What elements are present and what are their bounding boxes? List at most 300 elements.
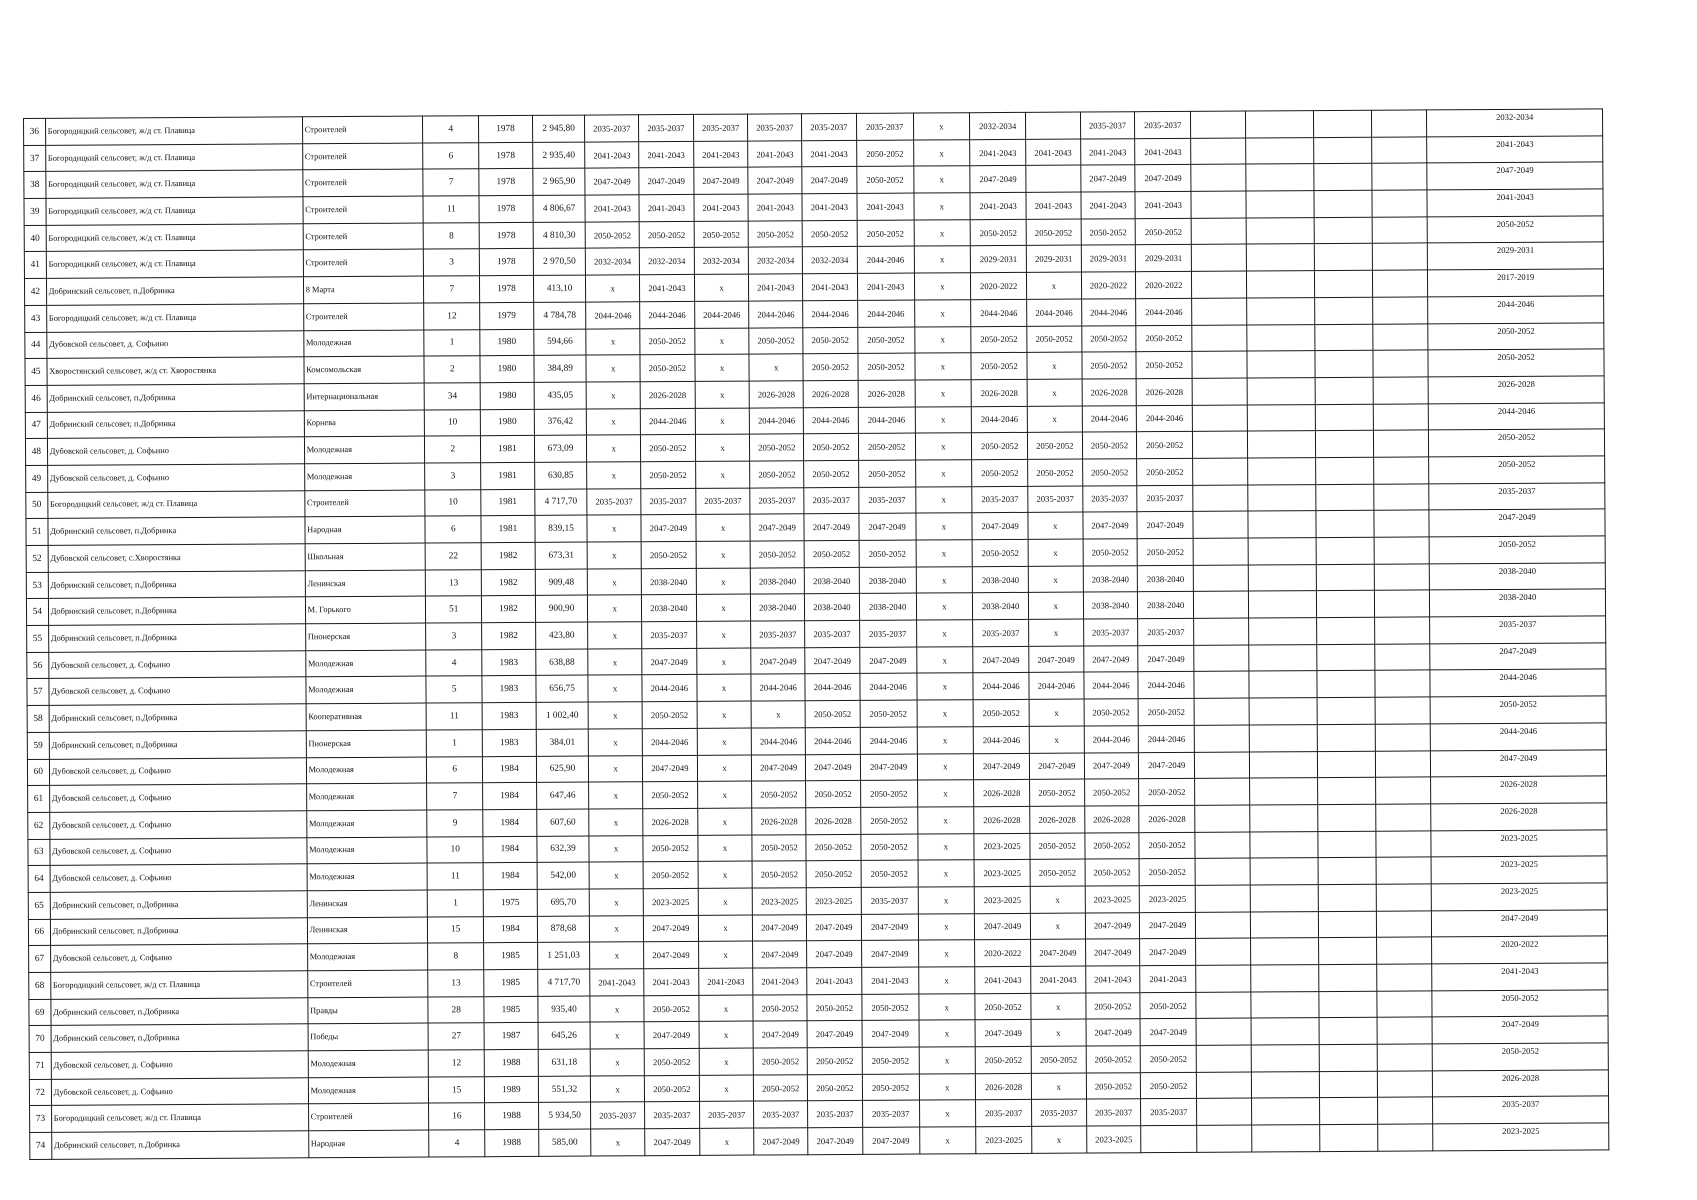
cell-period-col-1: x bbox=[589, 755, 643, 782]
cell-period-col-4: 2047-2049 bbox=[753, 1021, 807, 1048]
cell-period-col-2: 2050-2052 bbox=[644, 1048, 699, 1075]
cell-period-col-10: 2047-2049 bbox=[1083, 645, 1138, 672]
cell-extra-col-3 bbox=[1313, 110, 1371, 137]
cell-extra-col-4 bbox=[1376, 857, 1432, 884]
cell-row-number: 52 bbox=[26, 545, 48, 572]
cell-period-col-1: x bbox=[590, 915, 644, 942]
cell-final-period: 2044-2046 bbox=[1431, 723, 1607, 751]
cell-period-col-5: 2050-2052 bbox=[804, 540, 859, 567]
cell-extra-col-1 bbox=[1192, 325, 1247, 352]
cell-period-col-11: 2026-2028 bbox=[1136, 378, 1192, 405]
cell-period-col-3: x bbox=[695, 328, 750, 355]
cell-period-col-3: 2032-2034 bbox=[694, 248, 749, 275]
cell-area: 5 934,50 bbox=[538, 1102, 591, 1129]
cell-period-col-7: x bbox=[913, 193, 970, 220]
cell-row-number: 59 bbox=[27, 732, 49, 759]
cell-area: 413,10 bbox=[533, 275, 586, 302]
cell-period-col-4: 2050-2052 bbox=[749, 327, 803, 354]
cell-period-col-3: x bbox=[698, 861, 753, 888]
cell-house-number: 4 bbox=[426, 649, 482, 676]
cell-period-col-2: 2035-2037 bbox=[641, 488, 696, 515]
cell-period-col-9: x bbox=[1028, 592, 1083, 619]
cell-year-built: 1978 bbox=[479, 222, 533, 249]
cell-street: Молодежная bbox=[303, 330, 424, 357]
cell-period-col-10: 2038-2040 bbox=[1083, 592, 1138, 619]
cell-extra-col-2 bbox=[1249, 751, 1317, 778]
cell-house-number: 4 bbox=[429, 1130, 485, 1157]
cell-period-col-5: 2050-2052 bbox=[806, 781, 861, 808]
cell-period-col-5: 2050-2052 bbox=[804, 460, 859, 487]
cell-period-col-10: 2044-2046 bbox=[1082, 405, 1137, 432]
cell-settlement: Дубовской сельсовет, д. Софьино bbox=[50, 864, 307, 892]
cell-period-col-10: 2035-2037 bbox=[1082, 485, 1137, 512]
cell-period-col-9: 2044-2046 bbox=[1029, 672, 1084, 699]
cell-extra-col-4 bbox=[1376, 937, 1432, 964]
cell-period-col-9: 2041-2043 bbox=[1026, 139, 1081, 166]
cell-extra-col-2 bbox=[1251, 1045, 1319, 1072]
cell-extra-col-2 bbox=[1247, 351, 1315, 378]
cell-period-col-2: 2050-2052 bbox=[640, 355, 695, 382]
cell-extra-col-3 bbox=[1319, 964, 1377, 991]
cell-period-col-4: 2035-2037 bbox=[754, 1101, 808, 1128]
cell-house-number: 2 bbox=[424, 356, 480, 383]
cell-period-col-9: 2047-2049 bbox=[1029, 646, 1084, 673]
cell-period-col-7: x bbox=[915, 513, 972, 540]
cell-period-col-9: x bbox=[1028, 539, 1083, 566]
cell-extra-col-2 bbox=[1250, 831, 1318, 858]
cell-period-col-11: 2044-2046 bbox=[1138, 672, 1194, 699]
cell-period-col-1: 2041-2043 bbox=[590, 969, 644, 996]
cell-settlement: Дубовской сельсовет, д. Софьино bbox=[49, 811, 306, 839]
cell-area: 435,05 bbox=[534, 382, 587, 409]
cell-period-col-6: 2047-2049 bbox=[862, 1127, 919, 1154]
cell-period-col-4: 2050-2052 bbox=[751, 541, 805, 568]
cell-extra-col-2 bbox=[1246, 297, 1314, 324]
cell-period-col-11: 2035-2037 bbox=[1138, 618, 1194, 645]
cell-period-col-4: 2044-2046 bbox=[750, 407, 804, 434]
cell-house-number: 4 bbox=[423, 116, 479, 143]
cell-settlement: Добринский сельсовет, п.Добринка bbox=[50, 917, 307, 945]
cell-period-col-9 bbox=[1026, 165, 1081, 192]
cell-period-col-4: 2023-2025 bbox=[753, 888, 807, 915]
cell-settlement: Добринский сельсовет, п.Добринка bbox=[51, 997, 308, 1025]
cell-street: Молодежная bbox=[307, 943, 428, 970]
cell-extra-col-4 bbox=[1374, 617, 1430, 644]
cell-period-col-10: 2050-2052 bbox=[1085, 832, 1140, 859]
cell-house-number: 22 bbox=[425, 543, 481, 570]
cell-period-col-5: 2050-2052 bbox=[802, 220, 857, 247]
cell-settlement: Добринский сельсовет, п.Добринка bbox=[48, 624, 305, 652]
cell-period-col-1: x bbox=[588, 622, 642, 649]
cell-row-number: 48 bbox=[25, 439, 47, 466]
cell-period-col-10: 2047-2049 bbox=[1084, 752, 1139, 779]
cell-settlement: Дубовской сельсовет, д. Софьино bbox=[48, 651, 305, 679]
cell-extra-col-4 bbox=[1374, 644, 1430, 671]
cell-period-col-10: 2041-2043 bbox=[1085, 966, 1140, 993]
cell-period-col-6: 2050-2052 bbox=[858, 353, 915, 380]
cell-extra-col-4 bbox=[1375, 670, 1431, 697]
cell-row-number: 58 bbox=[27, 705, 49, 732]
cell-year-built: 1978 bbox=[479, 249, 533, 276]
cell-extra-col-4 bbox=[1372, 243, 1428, 270]
cell-period-col-11: 2047-2049 bbox=[1140, 1019, 1196, 1046]
cell-extra-col-3 bbox=[1320, 1124, 1378, 1151]
cell-period-col-6: 2050-2052 bbox=[860, 780, 917, 807]
cell-period-col-2: 2044-2046 bbox=[642, 675, 697, 702]
cell-year-built: 1978 bbox=[479, 195, 533, 222]
cell-period-col-8: 2038-2040 bbox=[973, 593, 1029, 620]
cell-period-col-6: 2050-2052 bbox=[860, 807, 917, 834]
cell-period-col-10: 2050-2052 bbox=[1081, 325, 1136, 352]
cell-period-col-11: 2047-2049 bbox=[1140, 939, 1196, 966]
cell-extra-col-1 bbox=[1195, 912, 1250, 939]
cell-period-col-11: 2050-2052 bbox=[1137, 458, 1193, 485]
cell-area: 2 935,40 bbox=[532, 142, 585, 169]
cell-period-col-1: x bbox=[590, 1022, 644, 1049]
cell-extra-col-4 bbox=[1374, 537, 1430, 564]
cell-street: Строителей bbox=[303, 223, 424, 250]
cell-row-number: 54 bbox=[26, 599, 48, 626]
cell-extra-col-2 bbox=[1247, 377, 1315, 404]
cell-period-col-2: 2050-2052 bbox=[643, 782, 698, 809]
cell-period-col-2: 2050-2052 bbox=[641, 461, 696, 488]
cell-final-period: 2029-2031 bbox=[1428, 242, 1604, 270]
cell-house-number: 3 bbox=[424, 249, 480, 276]
cell-extra-col-3 bbox=[1316, 591, 1374, 618]
cell-street: Народная bbox=[305, 516, 426, 543]
cell-final-period: 2047-2049 bbox=[1432, 1016, 1608, 1044]
cell-period-col-1: x bbox=[590, 942, 644, 969]
cell-street: Молодежная bbox=[304, 463, 425, 490]
cell-period-col-6: 2050-2052 bbox=[859, 540, 916, 567]
cell-extra-col-3 bbox=[1318, 938, 1376, 965]
cell-extra-col-4 bbox=[1372, 217, 1428, 244]
cell-street: Молодежная bbox=[308, 1077, 429, 1104]
cell-year-built: 1983 bbox=[482, 703, 536, 730]
cell-extra-col-2 bbox=[1250, 885, 1318, 912]
cell-extra-col-1 bbox=[1196, 1018, 1251, 1045]
cell-house-number: 3 bbox=[425, 463, 481, 490]
cell-settlement: Дубовской сельсовет, д. Софьино bbox=[49, 784, 306, 812]
cell-period-col-7: x bbox=[919, 1020, 976, 1047]
cell-period-col-9: x bbox=[1027, 379, 1082, 406]
cell-final-period: 2047-2049 bbox=[1432, 909, 1608, 937]
cell-period-col-7: x bbox=[914, 326, 971, 353]
cell-period-col-11: 2041-2043 bbox=[1135, 191, 1191, 218]
cell-row-number: 74 bbox=[30, 1132, 52, 1159]
cell-street: Ленинская bbox=[307, 917, 428, 944]
cell-street: Молодежная bbox=[306, 783, 427, 810]
cell-period-col-7: x bbox=[918, 913, 975, 940]
cell-period-col-8: 2047-2049 bbox=[970, 166, 1026, 193]
cell-extra-col-1 bbox=[1191, 164, 1246, 191]
cell-row-number: 36 bbox=[24, 118, 46, 145]
cell-house-number: 51 bbox=[426, 596, 482, 623]
cell-extra-col-4 bbox=[1374, 510, 1430, 537]
cell-period-col-3: x bbox=[696, 541, 751, 568]
cell-extra-col-4 bbox=[1373, 377, 1429, 404]
cell-period-col-5: 2050-2052 bbox=[807, 1074, 862, 1101]
cell-extra-col-2 bbox=[1251, 1071, 1319, 1098]
cell-house-number: 10 bbox=[425, 489, 481, 516]
cell-period-col-7: x bbox=[917, 727, 974, 754]
cell-period-col-9: 2041-2043 bbox=[1026, 192, 1081, 219]
cell-period-col-8: 2050-2052 bbox=[973, 699, 1029, 726]
cell-period-col-11: 2035-2037 bbox=[1141, 1099, 1197, 1126]
cell-extra-col-2 bbox=[1251, 991, 1319, 1018]
cell-year-built: 1978 bbox=[480, 276, 534, 303]
cell-period-col-11: 2023-2025 bbox=[1140, 885, 1196, 912]
cell-period-col-3: x bbox=[699, 995, 754, 1022]
cell-period-col-3: x bbox=[696, 621, 751, 648]
cell-period-col-9: x bbox=[1028, 566, 1083, 593]
cell-period-col-1: x bbox=[589, 782, 643, 809]
cell-period-col-8: 2044-2046 bbox=[973, 726, 1029, 753]
cell-period-col-6: 2050-2052 bbox=[858, 433, 915, 460]
cell-period-col-10: 2029-2031 bbox=[1081, 245, 1136, 272]
cell-period-col-4: 2050-2052 bbox=[749, 220, 803, 247]
cell-period-col-4: 2041-2043 bbox=[749, 274, 803, 301]
cell-period-col-8: 2035-2037 bbox=[976, 1100, 1032, 1127]
cell-extra-col-1 bbox=[1193, 511, 1248, 538]
cell-period-col-10: 2050-2052 bbox=[1083, 539, 1138, 566]
cell-extra-col-4 bbox=[1373, 430, 1429, 457]
cell-extra-col-1 bbox=[1195, 778, 1250, 805]
cell-extra-col-1 bbox=[1191, 244, 1246, 271]
cell-settlement: Дубовской сельсовет, д. Софьино bbox=[49, 677, 306, 705]
cell-period-col-10: 2041-2043 bbox=[1081, 192, 1136, 219]
cell-area: 2 945,80 bbox=[532, 115, 585, 142]
cell-house-number: 34 bbox=[425, 383, 481, 410]
cell-extra-col-3 bbox=[1317, 777, 1375, 804]
cell-final-period: 2017-2019 bbox=[1428, 269, 1604, 297]
cell-period-col-1: 2041-2043 bbox=[585, 141, 639, 168]
cell-period-col-1: x bbox=[589, 862, 643, 889]
cell-period-col-4: 2044-2046 bbox=[749, 301, 803, 328]
cell-period-col-1: x bbox=[588, 568, 642, 595]
cell-final-period: 2041-2043 bbox=[1427, 136, 1603, 164]
cell-house-number: 1 bbox=[427, 730, 483, 757]
cell-period-col-10: 2047-2049 bbox=[1085, 912, 1140, 939]
cell-period-col-5: 2047-2049 bbox=[805, 754, 860, 781]
cell-extra-col-1 bbox=[1191, 138, 1246, 165]
cell-extra-col-1 bbox=[1193, 591, 1248, 618]
cell-period-col-5: 2041-2043 bbox=[807, 967, 862, 994]
cell-street: Молодежная bbox=[306, 676, 427, 703]
cell-extra-col-2 bbox=[1250, 858, 1318, 885]
cell-period-col-11: 2044-2046 bbox=[1137, 405, 1193, 432]
cell-period-col-11: 2047-2049 bbox=[1140, 912, 1196, 939]
cell-period-col-9: x bbox=[1029, 726, 1084, 753]
cell-period-col-6: 2050-2052 bbox=[862, 994, 919, 1021]
cell-extra-col-4 bbox=[1373, 403, 1429, 430]
cell-extra-col-4 bbox=[1377, 1044, 1433, 1071]
cell-street: Молодежная bbox=[306, 810, 427, 837]
cell-extra-col-1 bbox=[1191, 191, 1246, 218]
cell-period-col-3: 2044-2046 bbox=[694, 301, 749, 328]
cell-period-col-8: 2047-2049 bbox=[974, 753, 1030, 780]
cell-period-col-11: 2050-2052 bbox=[1137, 432, 1193, 459]
cell-street: Строителей bbox=[303, 249, 424, 276]
cell-period-col-2: 2041-2043 bbox=[639, 194, 694, 221]
cell-settlement: Богородицкий сельсовет, ж/д ст. Плавица bbox=[47, 490, 304, 518]
cell-period-col-7: x bbox=[919, 1073, 976, 1100]
cell-period-col-7: x bbox=[917, 700, 974, 727]
cell-extra-col-4 bbox=[1376, 964, 1432, 991]
cell-extra-col-1 bbox=[1192, 351, 1247, 378]
cell-settlement: Добринский сельсовет, п.Добринка bbox=[49, 704, 306, 732]
cell-period-col-1: 2044-2046 bbox=[586, 302, 640, 329]
cell-extra-col-3 bbox=[1315, 377, 1373, 404]
cell-settlement: Дубовской сельсовет, д. Софьино bbox=[47, 437, 304, 465]
cell-period-col-11: 2047-2049 bbox=[1139, 752, 1195, 779]
cell-house-number: 6 bbox=[425, 516, 481, 543]
cell-period-col-5: 2050-2052 bbox=[806, 861, 861, 888]
cell-area: 4 784,78 bbox=[533, 302, 586, 329]
cell-area: 632,39 bbox=[537, 836, 590, 863]
cell-period-col-11: 2038-2040 bbox=[1138, 565, 1194, 592]
cell-period-col-4: 2050-2052 bbox=[752, 781, 806, 808]
cell-period-col-5: 2047-2049 bbox=[804, 514, 859, 541]
cell-extra-col-2 bbox=[1250, 911, 1318, 938]
cell-house-number: 15 bbox=[428, 916, 484, 943]
cell-period-col-11: 2035-2037 bbox=[1137, 485, 1193, 512]
cell-final-period: 2023-2025 bbox=[1433, 1123, 1609, 1151]
cell-year-built: 1982 bbox=[482, 596, 536, 623]
cell-period-col-1: x bbox=[587, 408, 641, 435]
cell-extra-col-4 bbox=[1375, 777, 1431, 804]
cell-row-number: 47 bbox=[25, 412, 47, 439]
cell-extra-col-2 bbox=[1247, 458, 1315, 485]
cell-extra-col-3 bbox=[1314, 244, 1372, 271]
cell-period-col-6: 2050-2052 bbox=[862, 1074, 919, 1101]
cell-period-col-7: x bbox=[915, 406, 972, 433]
cell-extra-col-4 bbox=[1374, 564, 1430, 591]
cell-period-col-2: 2047-2049 bbox=[641, 515, 696, 542]
cell-extra-col-4 bbox=[1372, 270, 1428, 297]
cell-period-col-11: 2044-2046 bbox=[1136, 298, 1192, 325]
cell-extra-col-2 bbox=[1246, 271, 1314, 298]
cell-period-col-2: 2050-2052 bbox=[644, 995, 699, 1022]
cell-final-period: 2050-2052 bbox=[1432, 990, 1608, 1018]
cell-extra-col-2 bbox=[1246, 191, 1314, 218]
cell-final-period: 2023-2025 bbox=[1431, 856, 1607, 884]
cell-period-col-4: 2050-2052 bbox=[754, 1048, 808, 1075]
cell-period-col-6: 2038-2040 bbox=[859, 567, 916, 594]
cell-period-col-2: 2038-2040 bbox=[641, 568, 696, 595]
cell-extra-col-3 bbox=[1317, 671, 1375, 698]
cell-period-col-2: 2050-2052 bbox=[644, 1075, 699, 1102]
cell-extra-col-4 bbox=[1373, 350, 1429, 377]
cell-extra-col-4 bbox=[1377, 1097, 1433, 1124]
cell-extra-col-1 bbox=[1194, 698, 1249, 725]
cell-period-col-8: 2032-2034 bbox=[970, 112, 1026, 139]
cell-period-col-9: 2050-2052 bbox=[1027, 432, 1082, 459]
cell-extra-col-1 bbox=[1193, 565, 1248, 592]
cell-row-number: 49 bbox=[26, 465, 48, 492]
cell-row-number: 50 bbox=[26, 492, 48, 519]
cell-period-col-3: x bbox=[699, 1021, 754, 1048]
cell-final-period: 2023-2025 bbox=[1431, 829, 1607, 857]
cell-period-col-9: x bbox=[1031, 1073, 1086, 1100]
cell-period-col-1: x bbox=[588, 648, 642, 675]
cell-period-col-5: 2038-2040 bbox=[804, 567, 859, 594]
cell-year-built: 1985 bbox=[484, 943, 538, 970]
cell-period-col-6: 2044-2046 bbox=[857, 246, 914, 273]
cell-period-col-4: 2050-2052 bbox=[753, 994, 807, 1021]
cell-area: 935,40 bbox=[538, 996, 591, 1023]
cell-period-col-5: 2044-2046 bbox=[805, 674, 860, 701]
cell-extra-col-3 bbox=[1314, 297, 1372, 324]
cell-period-col-5: 2026-2028 bbox=[806, 807, 861, 834]
cell-period-col-4: 2044-2046 bbox=[751, 674, 805, 701]
cell-settlement: Дубовской сельсовет, д. Софьино bbox=[46, 330, 303, 358]
cell-period-col-6: 2035-2037 bbox=[856, 113, 913, 140]
cell-extra-col-1 bbox=[1195, 858, 1250, 885]
cell-settlement: Добринский сельсовет, п.Добринка bbox=[46, 277, 303, 305]
cell-period-col-1: 2035-2037 bbox=[585, 115, 639, 142]
cell-period-col-7: x bbox=[916, 673, 973, 700]
cell-period-col-11: 2050-2052 bbox=[1136, 352, 1192, 379]
cell-extra-col-1 bbox=[1195, 805, 1250, 832]
cell-period-col-9 bbox=[1025, 112, 1080, 139]
cell-extra-col-2 bbox=[1248, 618, 1316, 645]
cell-period-col-11: 2047-2049 bbox=[1135, 165, 1191, 192]
cell-settlement: Богородицкий сельсовет, ж/д ст. Плавица bbox=[46, 197, 303, 225]
cell-period-col-3: 2035-2037 bbox=[693, 114, 748, 141]
cell-period-col-5: 2044-2046 bbox=[803, 407, 858, 434]
cell-extra-col-2 bbox=[1247, 431, 1315, 458]
cell-period-col-3: 2047-2049 bbox=[694, 167, 749, 194]
cell-period-col-11: 2047-2049 bbox=[1137, 512, 1193, 539]
cell-period-col-7: x bbox=[915, 486, 972, 513]
cell-extra-col-1 bbox=[1191, 111, 1246, 138]
cell-period-col-2: 2026-2028 bbox=[640, 381, 695, 408]
cell-period-col-4: 2035-2037 bbox=[751, 621, 805, 648]
cell-street: Кооперативная bbox=[306, 703, 427, 730]
cell-period-col-6: 2050-2052 bbox=[857, 220, 914, 247]
cell-street: Строителей bbox=[302, 116, 423, 143]
cell-period-col-5: 2050-2052 bbox=[803, 327, 858, 354]
cell-period-col-5: 2044-2046 bbox=[803, 300, 858, 327]
cell-extra-col-1 bbox=[1196, 965, 1251, 992]
cell-period-col-1: x bbox=[591, 1129, 645, 1156]
cell-period-col-2: 2050-2052 bbox=[640, 435, 695, 462]
cell-period-col-1: x bbox=[586, 355, 640, 382]
cell-period-col-6: 2050-2052 bbox=[861, 834, 918, 861]
cell-row-number: 55 bbox=[27, 625, 49, 652]
cell-period-col-7: x bbox=[919, 1127, 976, 1154]
cell-street: Строителей bbox=[308, 1103, 429, 1130]
cell-period-col-9: x bbox=[1031, 993, 1086, 1020]
cell-period-col-2: 2050-2052 bbox=[643, 835, 698, 862]
cell-period-col-3: 2035-2037 bbox=[695, 488, 750, 515]
cell-street: Комсомольская bbox=[304, 356, 425, 383]
cell-extra-col-4 bbox=[1375, 750, 1431, 777]
cell-final-period: 2026-2028 bbox=[1433, 1070, 1609, 1098]
cell-period-col-7: x bbox=[913, 139, 970, 166]
cell-period-col-9: 2047-2049 bbox=[1029, 753, 1084, 780]
cell-period-col-5: 2050-2052 bbox=[805, 701, 860, 728]
cell-row-number: 69 bbox=[29, 999, 51, 1026]
cell-extra-col-1 bbox=[1193, 538, 1248, 565]
cell-year-built: 1988 bbox=[484, 1049, 538, 1076]
cell-period-col-11: 2044-2046 bbox=[1139, 725, 1195, 752]
cell-extra-col-1 bbox=[1194, 645, 1249, 672]
cell-year-built: 1989 bbox=[484, 1076, 538, 1103]
cell-extra-col-2 bbox=[1248, 644, 1316, 671]
cell-period-col-10: 2047-2049 bbox=[1083, 512, 1138, 539]
